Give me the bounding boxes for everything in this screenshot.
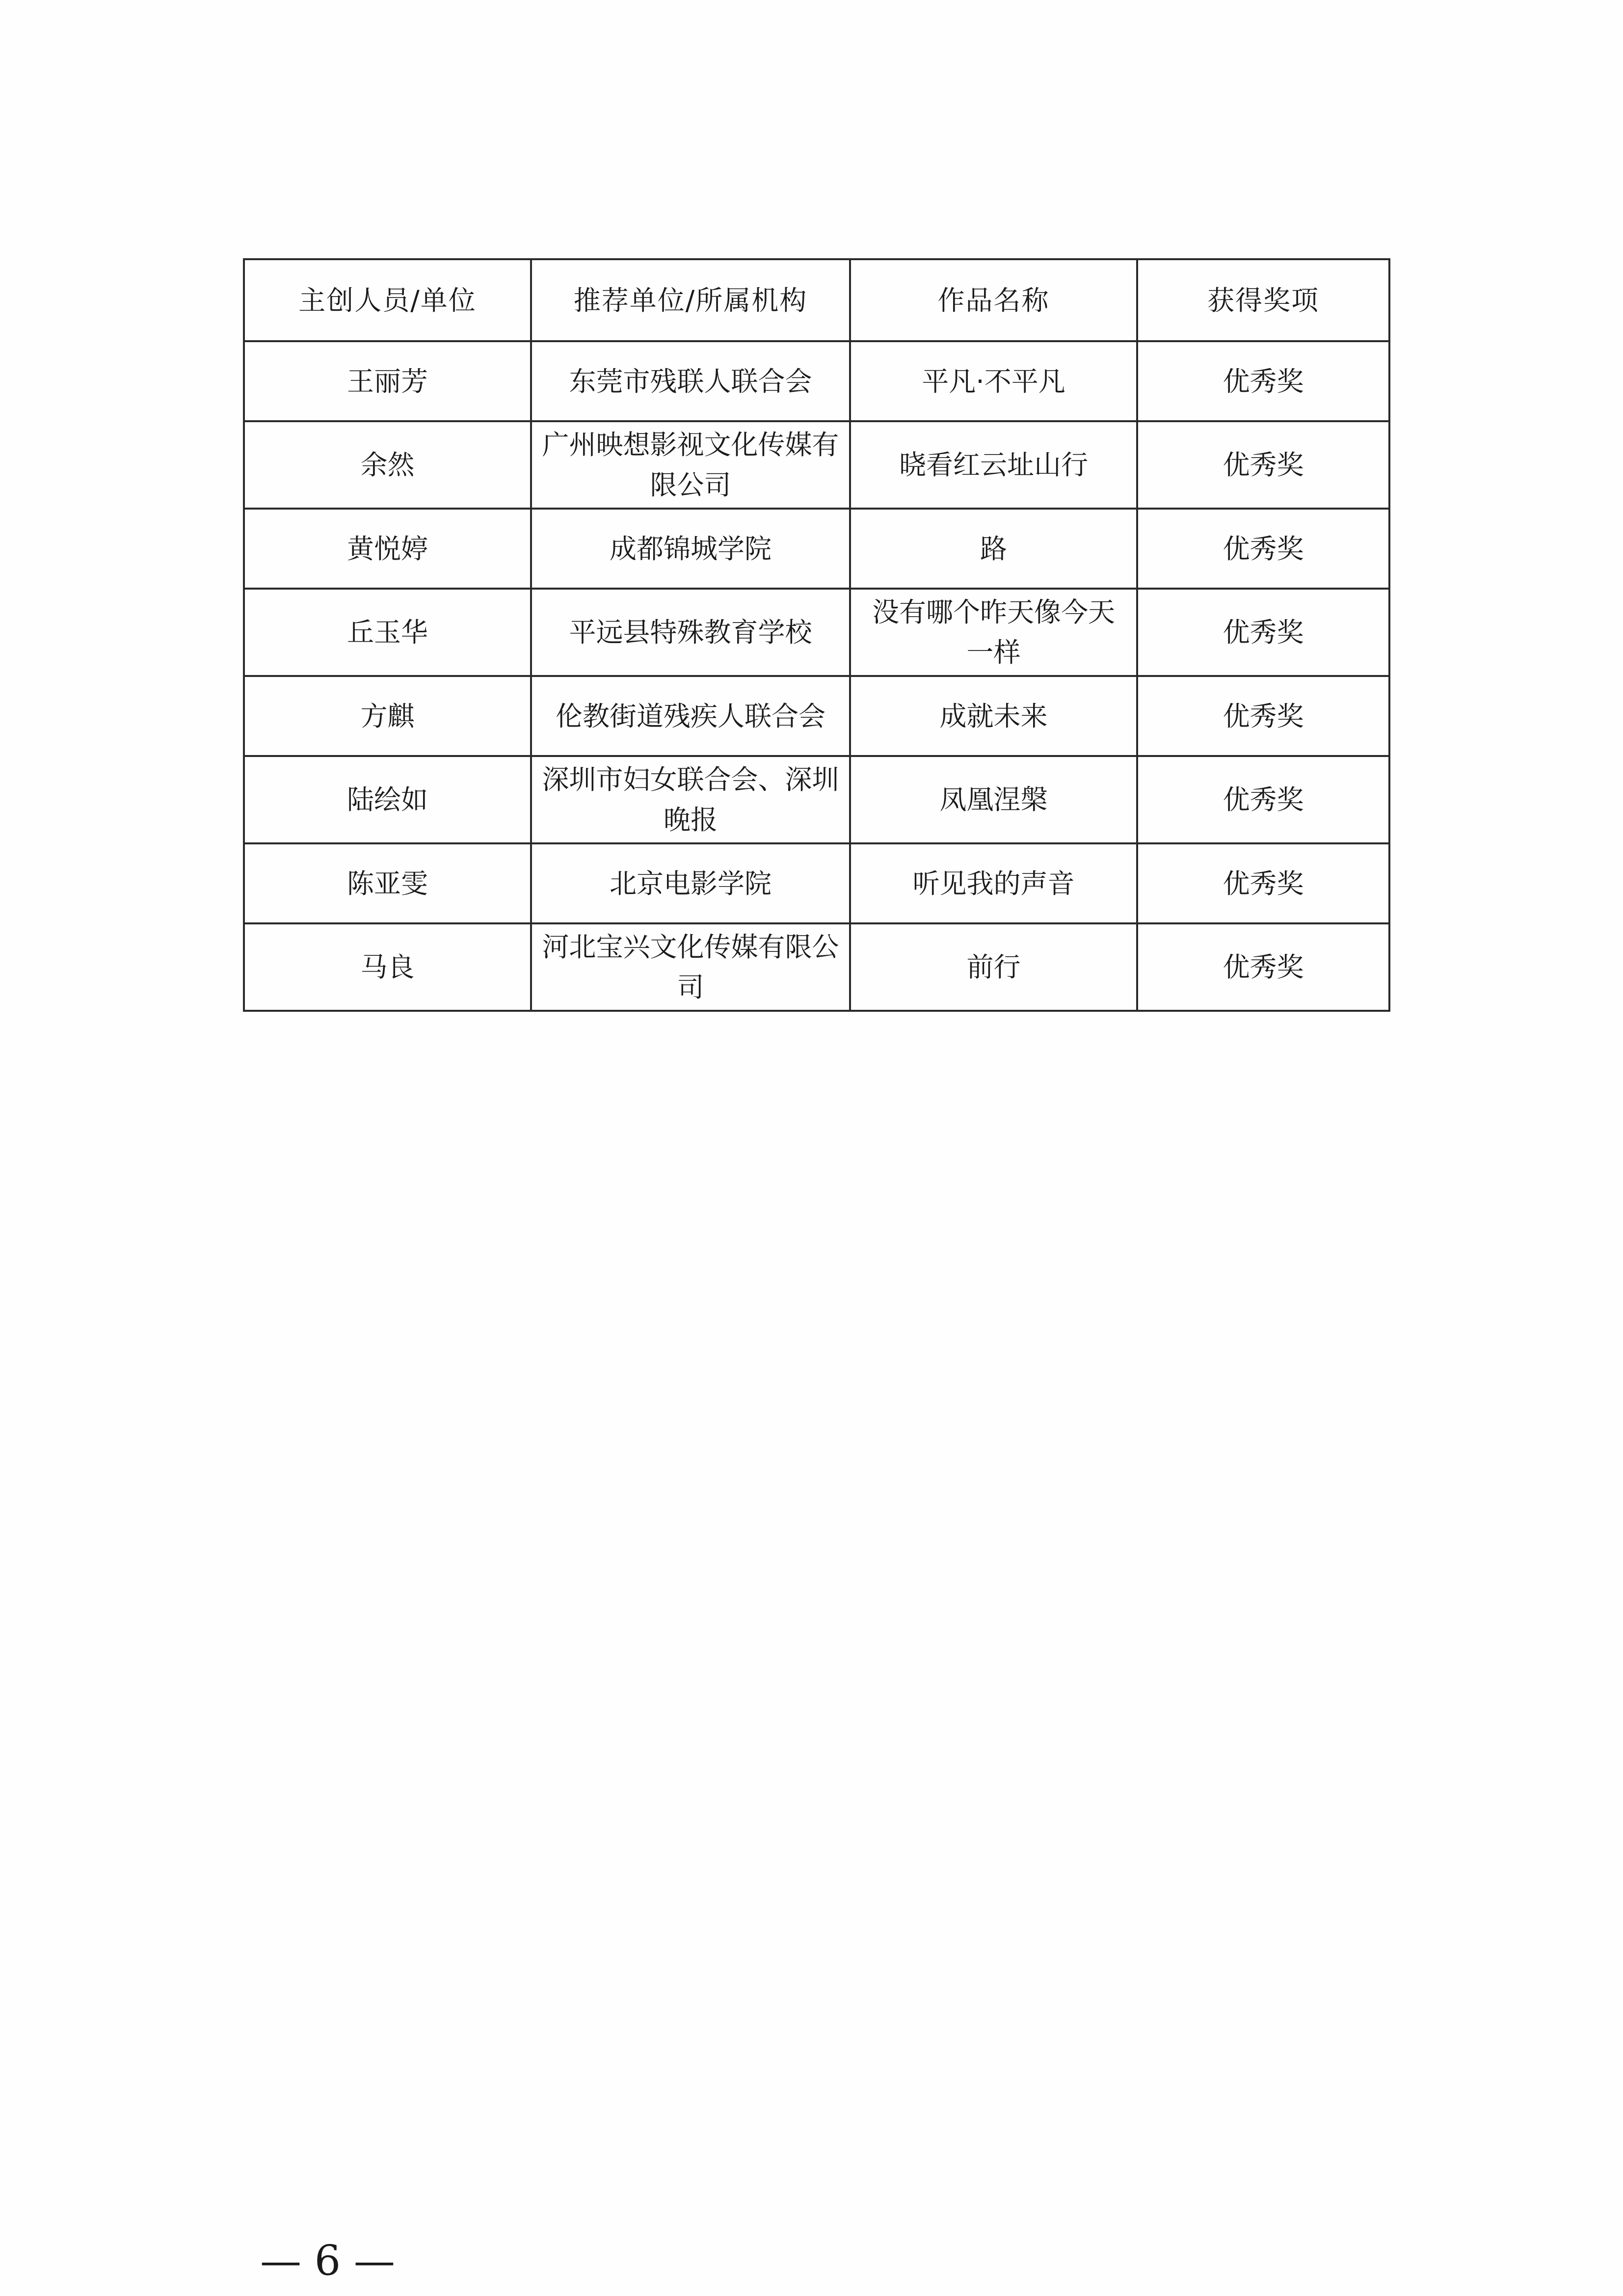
cell-work-title: 前行 — [850, 923, 1137, 1011]
cell-organization: 伦教街道残疾人联合会 — [531, 676, 850, 756]
cell-organization: 河北宝兴文化传媒有限公司 — [531, 923, 850, 1011]
cell-work-title: 听见我的声音 — [850, 843, 1137, 923]
header-creator: 主创人员/单位 — [244, 259, 531, 341]
cell-award: 优秀奖 — [1137, 421, 1389, 509]
awards-table — [243, 258, 1390, 1012]
cell-creator: 黄悦婷 — [244, 509, 531, 589]
table-row — [244, 509, 1389, 589]
cell-creator: 丘玉华 — [244, 589, 531, 676]
table-row — [244, 341, 1389, 421]
cell-work-title: 成就未来 — [850, 676, 1137, 756]
cell-organization: 平远县特殊教育学校 — [531, 589, 850, 676]
cell-creator: 王丽芳 — [244, 341, 531, 421]
cell-work-title: 路 — [850, 509, 1137, 589]
cell-award: 优秀奖 — [1137, 676, 1389, 756]
cell-award: 优秀奖 — [1137, 509, 1389, 589]
cell-creator: 方麒 — [244, 676, 531, 756]
cell-creator: 马良 — [244, 923, 531, 1011]
cell-award: 优秀奖 — [1137, 756, 1389, 843]
cell-work-title: 没有哪个昨天像今天一样 — [850, 589, 1137, 676]
cell-organization: 广州映想影视文化传媒有限公司 — [531, 421, 850, 509]
cell-award: 优秀奖 — [1137, 923, 1389, 1011]
page-number: — 6 — — [260, 2237, 395, 2285]
cell-work-title: 平凡·不平凡 — [850, 341, 1137, 421]
cell-creator: 陆绘如 — [244, 756, 531, 843]
table-row — [244, 843, 1389, 923]
header-work-title: 作品名称 — [850, 259, 1137, 341]
cell-work-title: 晓看红云址山行 — [850, 421, 1137, 509]
cell-organization: 北京电影学院 — [531, 843, 850, 923]
cell-organization: 成都锦城学院 — [531, 509, 850, 589]
table-row — [244, 923, 1389, 1011]
table-header-row — [244, 259, 1389, 341]
cell-organization: 深圳市妇女联合会、深圳晚报 — [531, 756, 850, 843]
table-row — [244, 421, 1389, 509]
header-organization: 推荐单位/所属机构 — [531, 259, 850, 341]
cell-creator: 余然 — [244, 421, 531, 509]
header-award: 获得奖项 — [1137, 259, 1389, 341]
table-row — [244, 756, 1389, 843]
cell-creator: 陈亚雯 — [244, 843, 531, 923]
cell-award: 优秀奖 — [1137, 589, 1389, 676]
cell-award: 优秀奖 — [1137, 843, 1389, 923]
cell-work-title: 凤凰涅槃 — [850, 756, 1137, 843]
cell-award: 优秀奖 — [1137, 341, 1389, 421]
table-row — [244, 676, 1389, 756]
table-row — [244, 589, 1389, 676]
cell-organization: 东莞市残联人联合会 — [531, 341, 850, 421]
